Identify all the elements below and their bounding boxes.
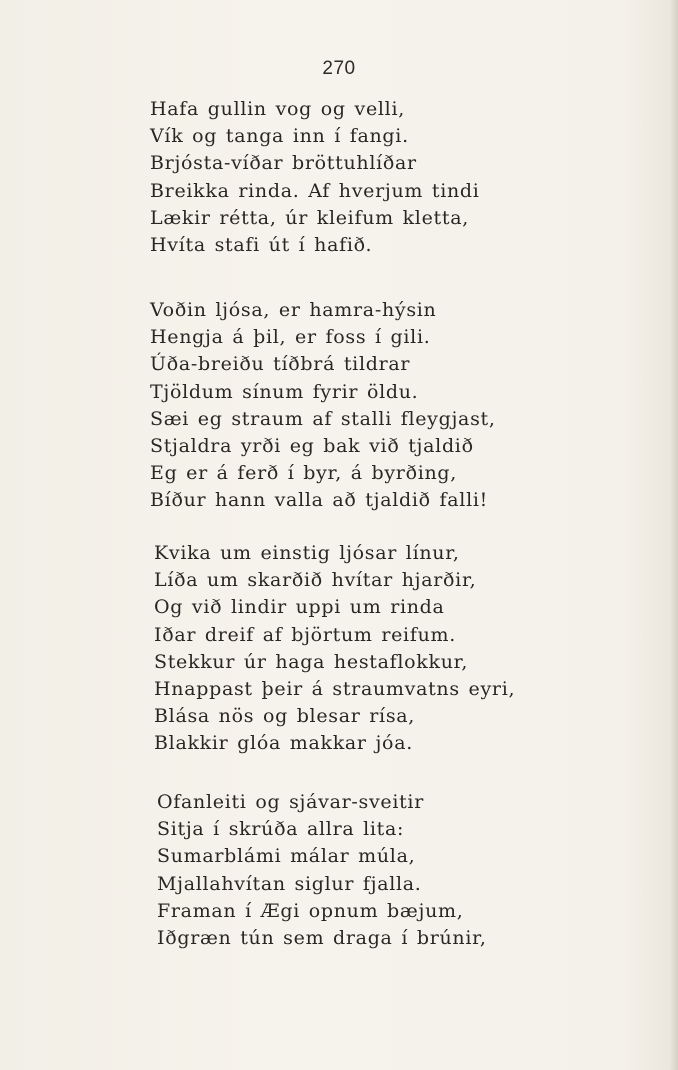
poem-line: Og við lindir uppi um rinda <box>154 596 445 619</box>
poem-line: Sæi eg straum af stalli fleygjast, <box>150 407 496 430</box>
stanza-1 <box>150 96 480 259</box>
poem-line: Tjöldum sínum fyrir öldu. <box>150 380 419 403</box>
poem-line: Ofanleiti og sjávar-sveitir <box>157 791 424 813</box>
poem-line: Hvíta stafi út í hafið. <box>150 233 373 256</box>
poem-line: Bíður hann valla að tjaldið falli! <box>150 489 488 512</box>
poem-line: Stjaldra yrði eg bak við tjaldið <box>150 434 474 457</box>
poem-line: Iðar dreif af björtum reifum. <box>154 623 456 646</box>
stanza-3 <box>154 540 515 758</box>
poem-line: Brjósta-víðar bröttuhlíðar <box>150 152 417 175</box>
poem-line: Sitja í skrúða allra lita: <box>157 818 405 841</box>
poem-line: Voðin ljósa, er hamra-hýsin <box>150 299 437 321</box>
page-edge-shadow <box>670 0 678 1070</box>
poem-line: Framan í Ægi opnum bæjum, <box>157 899 464 922</box>
poem-line: Kvika um einstig ljósar línur, <box>154 542 460 564</box>
stanza-2 <box>150 297 496 515</box>
page-number: 270 <box>322 58 356 79</box>
poem-line: Vík og tanga inn í fangi. <box>150 125 409 148</box>
poem-line: Hengja á þil, er foss í gili. <box>150 326 431 349</box>
poem-line: Mjallahvítan siglur fjalla. <box>157 872 422 895</box>
poem-line: Sumarblámi málar múla, <box>157 845 416 868</box>
poem-line: Stekkur úr haga hestaflokkur, <box>154 650 469 673</box>
stanza-4 <box>157 789 487 952</box>
poem-line: Eg er á ferð í byr, á byrðing, <box>150 462 458 485</box>
poem-line: Breikka rinda. Af hverjum tindi <box>150 179 480 202</box>
poem-line: Úða-breiðu tíðbrá tildrar <box>150 353 411 376</box>
poem-line: Blakkir glóa makkar jóa. <box>154 732 413 755</box>
poem-line: Iðgræn tún sem draga í brúnir, <box>157 926 487 949</box>
poem-line: Blása nös og blesar rísa, <box>154 705 416 728</box>
poem-line: Hnappast þeir á straumvatns eyri, <box>154 677 516 700</box>
poem-line: Líða um skarðið hvítar hjarðir, <box>154 569 477 592</box>
poem-line: Hafa gullin vog og velli, <box>150 98 405 120</box>
poem-line: Lækir rétta, úr kleifum kletta, <box>150 206 469 229</box>
